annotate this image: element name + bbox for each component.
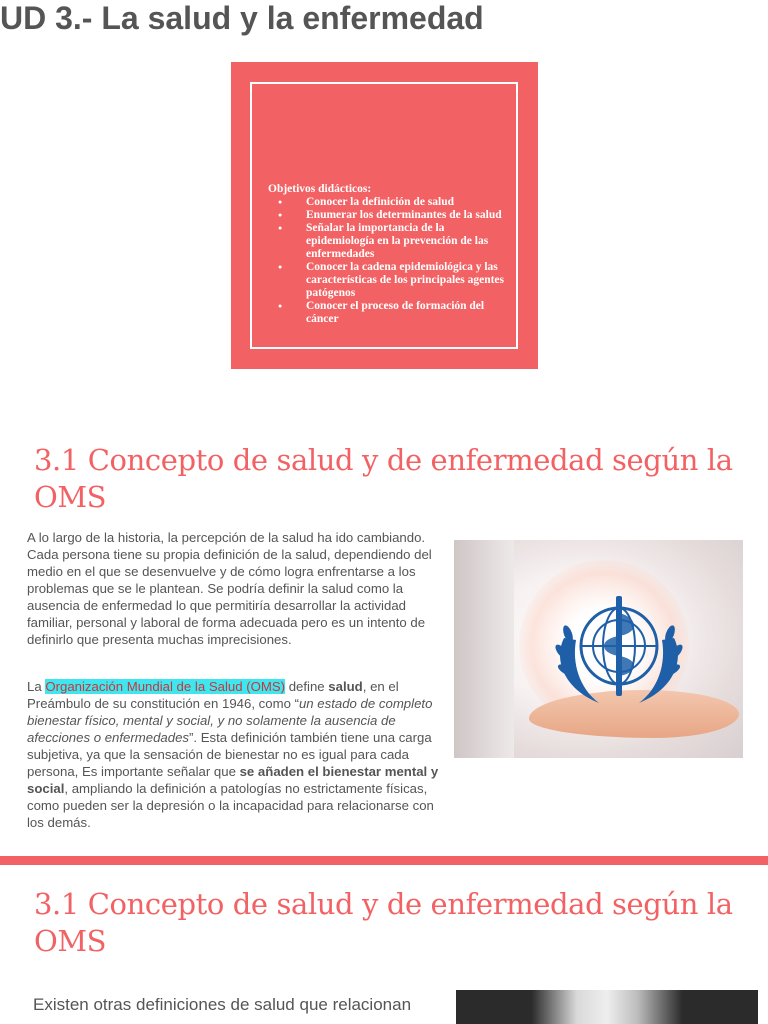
lab-coat	[454, 540, 514, 758]
portrait-photo	[456, 990, 758, 1024]
bold-text: se añaden el bienestar mental y social	[27, 764, 439, 796]
bold-text: salud	[328, 679, 363, 694]
objective-item: ● Conocer la cadena epidemiológica y las características de los principales agentes patógenos	[268, 261, 508, 300]
unit-title: UD 3.- La salud y la enfermedad	[0, 0, 484, 36]
objective-item: ● Señalar la importancia de la epidemiología en la prevención de las enfermedades	[268, 222, 508, 261]
text-run: , en el Preámbulo de su constitución en 1946, como “	[27, 679, 399, 711]
paragraph-history: A lo largo de la historia, la percepción de la salud ha ido cambiando. Cada persona tiene su propia definición de la salud, dependiendo del medio en el que se desenvuelve y de cómo logra enfrentarse a los problemas que se le plantean. Se podría definir la salud como la ausencia de enfermedad lo que permitiría desarrollar la actividad familiar, personal y laboral de forma adecuada pero es un intento de definirlo que presenta muchas imprecisiones.	[27, 530, 432, 647]
paragraph-other-definitions: Existen otras definiciones de salud que relacionan	[33, 995, 412, 1014]
objectives-block	[268, 183, 508, 326]
section-title: 3.1 Concepto de salud y de enfermedad según la OMS	[34, 443, 733, 514]
paragraph-oms-definition	[27, 678, 441, 831]
section-title-repeat: 3.1 Concepto de salud y de enfermedad según la OMS	[34, 887, 733, 958]
who-hand-photo	[454, 540, 743, 758]
who-emblem-icon	[544, 578, 694, 718]
text-run: ”. Esta definición también tiene una carga subjetiva, ya que la sensación de bienestar no es igual para cada persona, Es importante señalar que	[27, 730, 432, 779]
objective-item: ● Conocer el proceso de formación del cáncer	[268, 300, 508, 326]
text-run: La	[27, 679, 46, 694]
section-divider	[0, 856, 768, 865]
objective-item: ● Conocer la definición de salud	[268, 196, 508, 209]
text-run: define	[285, 679, 329, 694]
objective-item: ● Enumerar los determinantes de la salud	[268, 209, 508, 222]
oms-link[interactable]: Organización Mundial de la Salud (OMS)	[45, 679, 286, 694]
objectives-heading: Objetivos didácticos:	[268, 183, 372, 195]
objectives-list	[268, 196, 508, 326]
italic-quote: un estado de completo bienestar físico, mental y social, y no solamente la ausencia de afecciones o enfermedades	[27, 696, 433, 745]
text-run: , ampliando la definición a patologías no estrictamente físicas, como pueden ser la depresión o la incapacidad para relacionarse con los demás.	[27, 781, 434, 830]
